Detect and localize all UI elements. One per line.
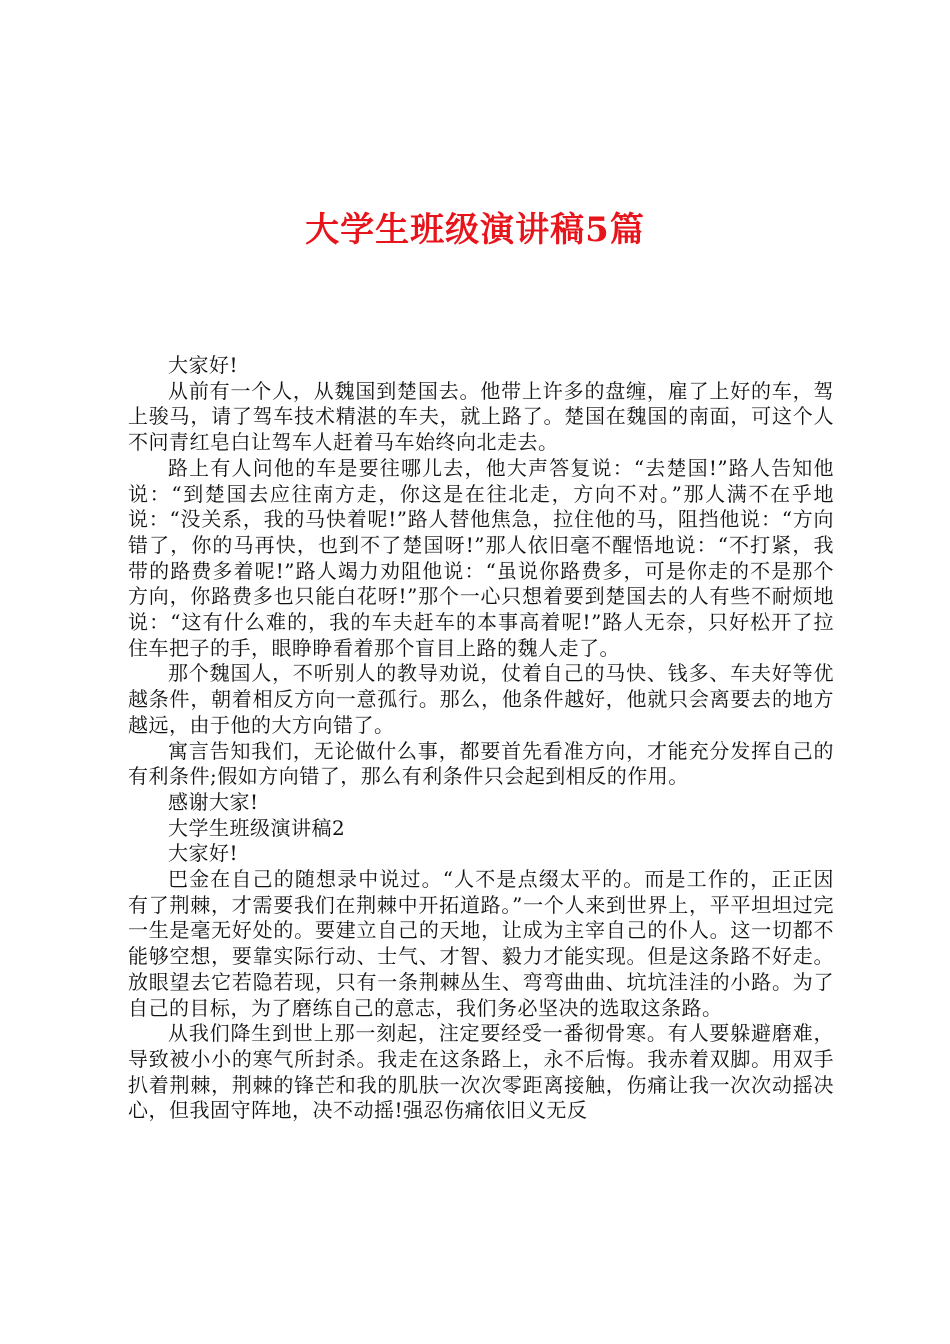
paragraph: 寓言告知我们，无论做什么事，都要首先看准方向，才能充分发挥自己的有利条件;假如方向错了，那么有利条件只会起到相反的作用。	[128, 738, 834, 789]
paragraph: 巴金在自己的随想录中说过。“人不是点缀太平的。而是工作的，正正因有了荆棘，才需要我们在荆棘中开拓道路。”一个人来到世界上，平平坦坦过完一生是毫无好处的。要建立自己的天地，让成为主宰自己的仆人。这一切都不能够空想，要靠实际行动、士气、才智、毅力才能实现。但是这条路不好走。放眼望去它若隐若现，只有一条荆棘丛生、弯弯曲曲、坑坑洼洼的小路。为了自己的目标，为了磨练自己的意志，我们务必坚决的选取这条路。	[128, 867, 834, 1020]
paragraph: 那个魏国人，不听别人的教导劝说，仗着自己的马快、钱多、车夫好等优越条件，朝着相反方向一意孤行。那么，他条件越好，他就只会离要去的地方越远，由于他的大方向错了。	[128, 661, 834, 737]
paragraph: 路上有人问他的车是要往哪儿去，他大声答复说：“去楚国!”路人告知他说：“到楚国去应往南方走，你这是在往北走，方向不对。”那人满不在乎地说：“没关系，我的马快着呢!”路人替他焦急，拉住他的马，阻挡他说：“方向错了，你的马再快，也到不了楚国呀!”那人依旧毫不醒悟地说：“不打紧，我带的路费多着呢!”路人竭力劝阻他说：“虽说你路费多，可是你走的不是那个方向，你路费多也只能白花呀!”那个一心只想着要到楚国去的人有些不耐烦地说：“这有什么难的，我的车夫赶车的本事高着呢!”路人无奈，只好松开了拉住车把子的手，眼睁睁看着那个盲目上路的魏人走了。	[128, 455, 834, 660]
document-title: 大学生班级演讲稿5篇	[305, 210, 645, 250]
document-body	[128, 353, 834, 1124]
paragraph: 从我们降生到世上那一刻起，注定要经受一番彻骨寒。有人要躲避磨难，导致被小小的寒气所封杀。我走在这条路上，永不后悔。我赤着双脚。用双手扒着荆棘，荆棘的锋芒和我的肌肤一次次零距离接触，伤痛让我一次次动摇决心，但我固守阵地，决不动摇!强忍伤痛依旧义无反	[128, 1021, 834, 1123]
paragraph: 大家好!	[168, 353, 239, 377]
section-heading: 大学生班级演讲稿2	[168, 815, 346, 840]
paragraph: 从前有一个人，从魏国到楚国去。他带上许多的盘缠，雇了上好的车，驾上骏马，请了驾车技术精湛的车夫，就上路了。楚国在魏国的南面，可这个人不问青红皂白让驾车人赶着马车始终向北走去。	[128, 378, 834, 455]
paragraph: 感谢大家!	[168, 789, 259, 814]
paragraph: 大家好!	[168, 841, 239, 866]
